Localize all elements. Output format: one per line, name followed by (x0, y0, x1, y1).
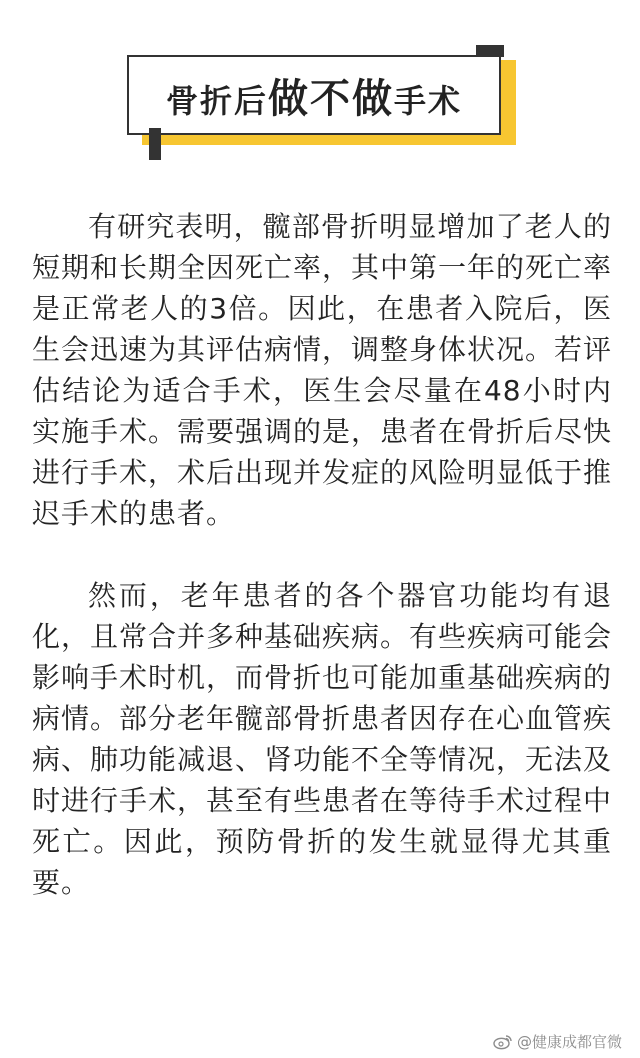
title-corner-bottom-left (149, 128, 161, 160)
title-corner-top-right (476, 45, 504, 57)
paragraph-1: 有研究表明，髋部骨折明显增加了老人的短期和长期全因死亡率，其中第一年的死亡率是正常老人的3倍。因此，在患者入院后，医生会迅速为其评估病情，调整身体状况。若评估结论为适合手术，医生会尽量在48小时内实施手术。需要强调的是，患者在骨折后尽快进行手术，术后出现并发症的风险明显低于推迟手术的患者。 (32, 210, 613, 530)
watermark (493, 1031, 622, 1052)
title-part-3: 手术 (394, 81, 463, 120)
title-part-1: 骨折后 (165, 81, 268, 120)
watermark-text: @健康成都官微 (516, 1033, 622, 1051)
title-part-2: 做不做 (268, 75, 394, 122)
paragraph-2: 然而，老年患者的各个器官功能均有退化，且常合并多种基础疾病。有些疾病可能会影响手术时机，而骨折也可能加重基础疾病的病情。部分老年髋部骨折患者因存在心血管疾病、肺功能减退、肾功能不全等情况，无法及时进行手术，甚至有些患者在等待手术过程中死亡。因此，预防骨折的发生就显得尤其重要。 (32, 579, 613, 899)
title-banner (0, 0, 640, 170)
weibo-icon (493, 1033, 513, 1050)
title-box (127, 55, 501, 135)
page-title (166, 67, 462, 124)
article-body (32, 206, 612, 903)
